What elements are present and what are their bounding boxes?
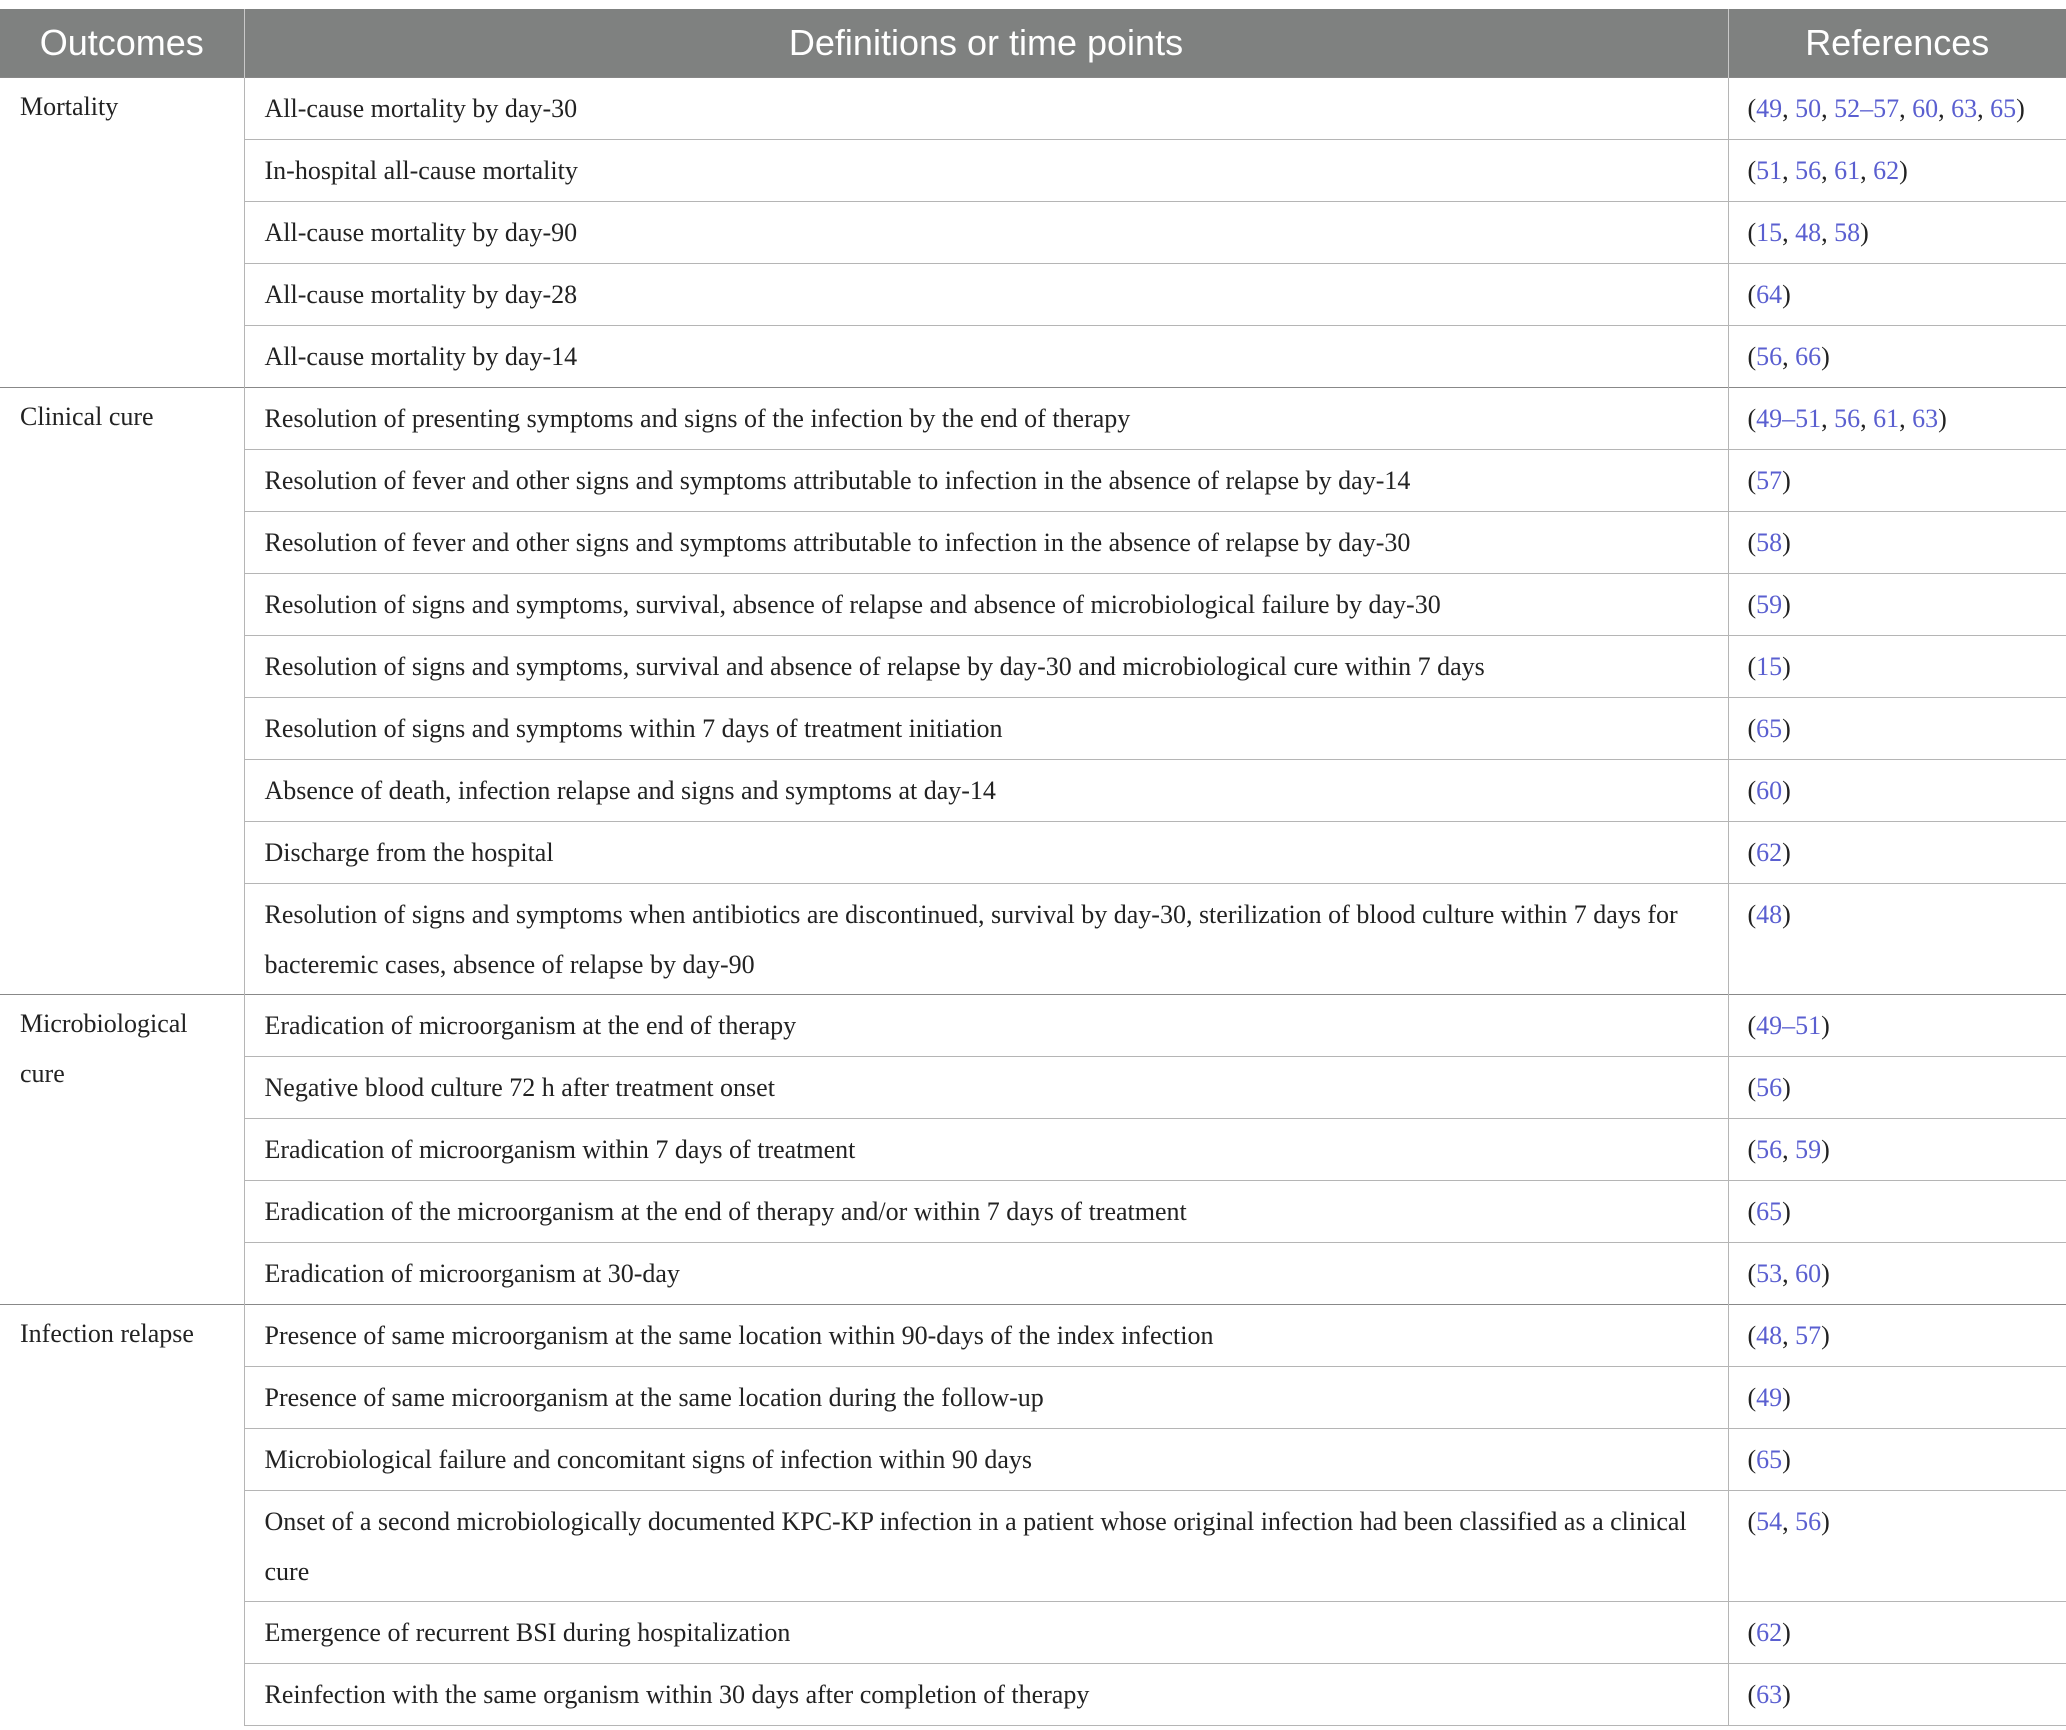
references-cell: (56)	[1728, 1057, 2066, 1119]
reference-link[interactable]: 65	[1756, 714, 1783, 743]
table-row	[0, 574, 2066, 636]
reference-link[interactable]: 56	[1795, 1507, 1822, 1536]
references-cell: (49–51)	[1728, 995, 2066, 1057]
reference-link[interactable]: 52–57	[1834, 94, 1900, 123]
reference-link[interactable]: 48	[1756, 900, 1783, 929]
reference-link[interactable]: 54	[1756, 1507, 1783, 1536]
definition-cell: Presence of same microorganism at the same location within 90-days of the index infection	[244, 1305, 1728, 1367]
references-cell: (51, 56, 61, 62)	[1728, 140, 2066, 202]
reference-link[interactable]: 48	[1795, 218, 1822, 247]
reference-link[interactable]: 65	[1990, 94, 2017, 123]
references-cell: (59)	[1728, 574, 2066, 636]
definition-cell: Eradication of microorganism at 30-day	[244, 1243, 1728, 1305]
table-row	[0, 1491, 2066, 1602]
reference-link[interactable]: 48	[1756, 1321, 1783, 1350]
reference-link[interactable]: 60	[1756, 776, 1783, 805]
outcome-cell: Microbiological cure	[0, 995, 244, 1305]
definition-cell: Resolution of signs and symptoms, survival, absence of relapse and absence of microbiological failure by day-30	[244, 574, 1728, 636]
reference-link[interactable]: 60	[1912, 94, 1939, 123]
references-cell: (49)	[1728, 1367, 2066, 1429]
definition-cell: Resolution of fever and other signs and symptoms attributable to infection in the absence of relapse by day-14	[244, 450, 1728, 512]
definition-cell: Reinfection with the same organism within 30 days after completion of therapy	[244, 1664, 1728, 1726]
definition-cell: All-cause mortality by day-14	[244, 326, 1728, 388]
references-cell: (65)	[1728, 1429, 2066, 1491]
table-row	[0, 1664, 2066, 1726]
definition-cell: Onset of a second microbiologically documented KPC-KP infection in a patient whose original infection had been classified as a clinical cure	[244, 1491, 1728, 1602]
outcome-cell: Infection relapse	[0, 1305, 244, 1726]
table-row	[0, 512, 2066, 574]
definition-cell: Resolution of signs and symptoms when antibiotics are discontinued, survival by day-30, sterilization of blood culture within 7 days for bacteremic cases, absence of relapse by day-90	[244, 884, 1728, 995]
reference-link[interactable]: 53	[1756, 1259, 1783, 1288]
definition-cell: Eradication of microorganism at the end of therapy	[244, 995, 1728, 1057]
references-cell: (58)	[1728, 512, 2066, 574]
definition-cell: Eradication of the microorganism at the end of therapy and/or within 7 days of treatment	[244, 1181, 1728, 1243]
header-row	[0, 9, 2066, 78]
definition-cell: All-cause mortality by day-30	[244, 78, 1728, 140]
references-cell: (53, 60)	[1728, 1243, 2066, 1305]
definition-cell: Resolution of signs and symptoms, survival and absence of relapse by day-30 and microbiological cure within 7 days	[244, 636, 1728, 698]
table-row	[0, 1367, 2066, 1429]
references-cell: (57)	[1728, 450, 2066, 512]
reference-link[interactable]: 56	[1756, 1135, 1783, 1164]
reference-link[interactable]: 49–51	[1756, 1011, 1822, 1040]
reference-link[interactable]: 63	[1756, 1680, 1783, 1709]
references-cell: (65)	[1728, 698, 2066, 760]
references-cell: (49–51, 56, 61, 63)	[1728, 388, 2066, 450]
table-row	[0, 760, 2066, 822]
table-row	[0, 326, 2066, 388]
reference-link[interactable]: 60	[1795, 1259, 1822, 1288]
references-cell: (56, 66)	[1728, 326, 2066, 388]
reference-link[interactable]: 63	[1951, 94, 1978, 123]
reference-link[interactable]: 49–51	[1756, 404, 1822, 433]
table-row	[0, 1057, 2066, 1119]
definition-cell: Negative blood culture 72 h after treatment onset	[244, 1057, 1728, 1119]
reference-link[interactable]: 59	[1795, 1135, 1822, 1164]
references-cell: (56, 59)	[1728, 1119, 2066, 1181]
references-cell: (60)	[1728, 760, 2066, 822]
reference-link[interactable]: 56	[1795, 156, 1822, 185]
outcome-cell: Mortality	[0, 78, 244, 388]
definition-cell: Resolution of fever and other signs and symptoms attributable to infection in the absence of relapse by day-30	[244, 512, 1728, 574]
reference-link[interactable]: 62	[1756, 838, 1783, 867]
references-cell: (48, 57)	[1728, 1305, 2066, 1367]
table-row	[0, 388, 2066, 450]
references-cell: (62)	[1728, 1602, 2066, 1664]
outcome-cell: Clinical cure	[0, 388, 244, 995]
definition-cell: Presence of same microorganism at the same location during the follow-up	[244, 1367, 1728, 1429]
table-row	[0, 1119, 2066, 1181]
definition-cell: All-cause mortality by day-90	[244, 202, 1728, 264]
reference-link[interactable]: 15	[1756, 218, 1783, 247]
table-row	[0, 140, 2066, 202]
definition-cell: In-hospital all-cause mortality	[244, 140, 1728, 202]
reference-link[interactable]: 62	[1756, 1618, 1783, 1647]
table-row	[0, 1602, 2066, 1664]
references-cell: (48)	[1728, 884, 2066, 995]
definition-cell: Eradication of microorganism within 7 days of treatment	[244, 1119, 1728, 1181]
table-row	[0, 450, 2066, 512]
reference-link[interactable]: 56	[1834, 404, 1861, 433]
table-row	[0, 264, 2066, 326]
reference-link[interactable]: 64	[1756, 280, 1783, 309]
reference-link[interactable]: 57	[1756, 466, 1783, 495]
table-row	[0, 636, 2066, 698]
outcomes-table	[0, 9, 2066, 1726]
reference-link[interactable]: 65	[1756, 1445, 1783, 1474]
table-row	[0, 1429, 2066, 1491]
reference-link[interactable]: 56	[1756, 1073, 1783, 1102]
table-row	[0, 1243, 2066, 1305]
definition-cell: Absence of death, infection relapse and signs and symptoms at day-14	[244, 760, 1728, 822]
table-row	[0, 698, 2066, 760]
reference-link[interactable]: 15	[1756, 652, 1783, 681]
definition-cell: Discharge from the hospital	[244, 822, 1728, 884]
table-row	[0, 995, 2066, 1057]
reference-link[interactable]: 57	[1795, 1321, 1822, 1350]
reference-link[interactable]: 62	[1873, 156, 1900, 185]
table-row	[0, 822, 2066, 884]
reference-link[interactable]: 61	[1834, 156, 1861, 185]
definition-cell: Resolution of signs and symptoms within 7 days of treatment initiation	[244, 698, 1728, 760]
reference-link[interactable]: 66	[1795, 342, 1822, 371]
header-definitions: Definitions or time points	[244, 9, 1728, 78]
table-row	[0, 884, 2066, 995]
definition-cell: Microbiological failure and concomitant signs of infection within 90 days	[244, 1429, 1728, 1491]
references-cell: (15, 48, 58)	[1728, 202, 2066, 264]
references-cell: (65)	[1728, 1181, 2066, 1243]
table-row	[0, 78, 2066, 140]
reference-link[interactable]: 61	[1873, 404, 1900, 433]
table-row	[0, 1305, 2066, 1367]
reference-link[interactable]: 49	[1756, 94, 1783, 123]
table-row	[0, 202, 2066, 264]
references-cell: (63)	[1728, 1664, 2066, 1726]
reference-link[interactable]: 63	[1912, 404, 1939, 433]
reference-link[interactable]: 65	[1756, 1197, 1783, 1226]
reference-link[interactable]: 58	[1756, 528, 1783, 557]
references-cell: (64)	[1728, 264, 2066, 326]
table-row	[0, 1181, 2066, 1243]
reference-link[interactable]: 49	[1756, 1383, 1783, 1412]
definition-cell: All-cause mortality by day-28	[244, 264, 1728, 326]
header-references: References	[1728, 9, 2066, 78]
references-cell: (49, 50, 52–57, 60, 63, 65)	[1728, 78, 2066, 140]
reference-link[interactable]: 56	[1756, 342, 1783, 371]
references-cell: (54, 56)	[1728, 1491, 2066, 1602]
reference-link[interactable]: 51	[1756, 156, 1783, 185]
reference-link[interactable]: 59	[1756, 590, 1783, 619]
definition-cell: Resolution of presenting symptoms and signs of the infection by the end of therapy	[244, 388, 1728, 450]
table-body	[0, 78, 2066, 1726]
definition-cell: Emergence of recurrent BSI during hospitalization	[244, 1602, 1728, 1664]
reference-link[interactable]: 58	[1834, 218, 1861, 247]
reference-link[interactable]: 50	[1795, 94, 1822, 123]
header-outcomes: Outcomes	[0, 9, 244, 78]
references-cell: (62)	[1728, 822, 2066, 884]
references-cell: (15)	[1728, 636, 2066, 698]
